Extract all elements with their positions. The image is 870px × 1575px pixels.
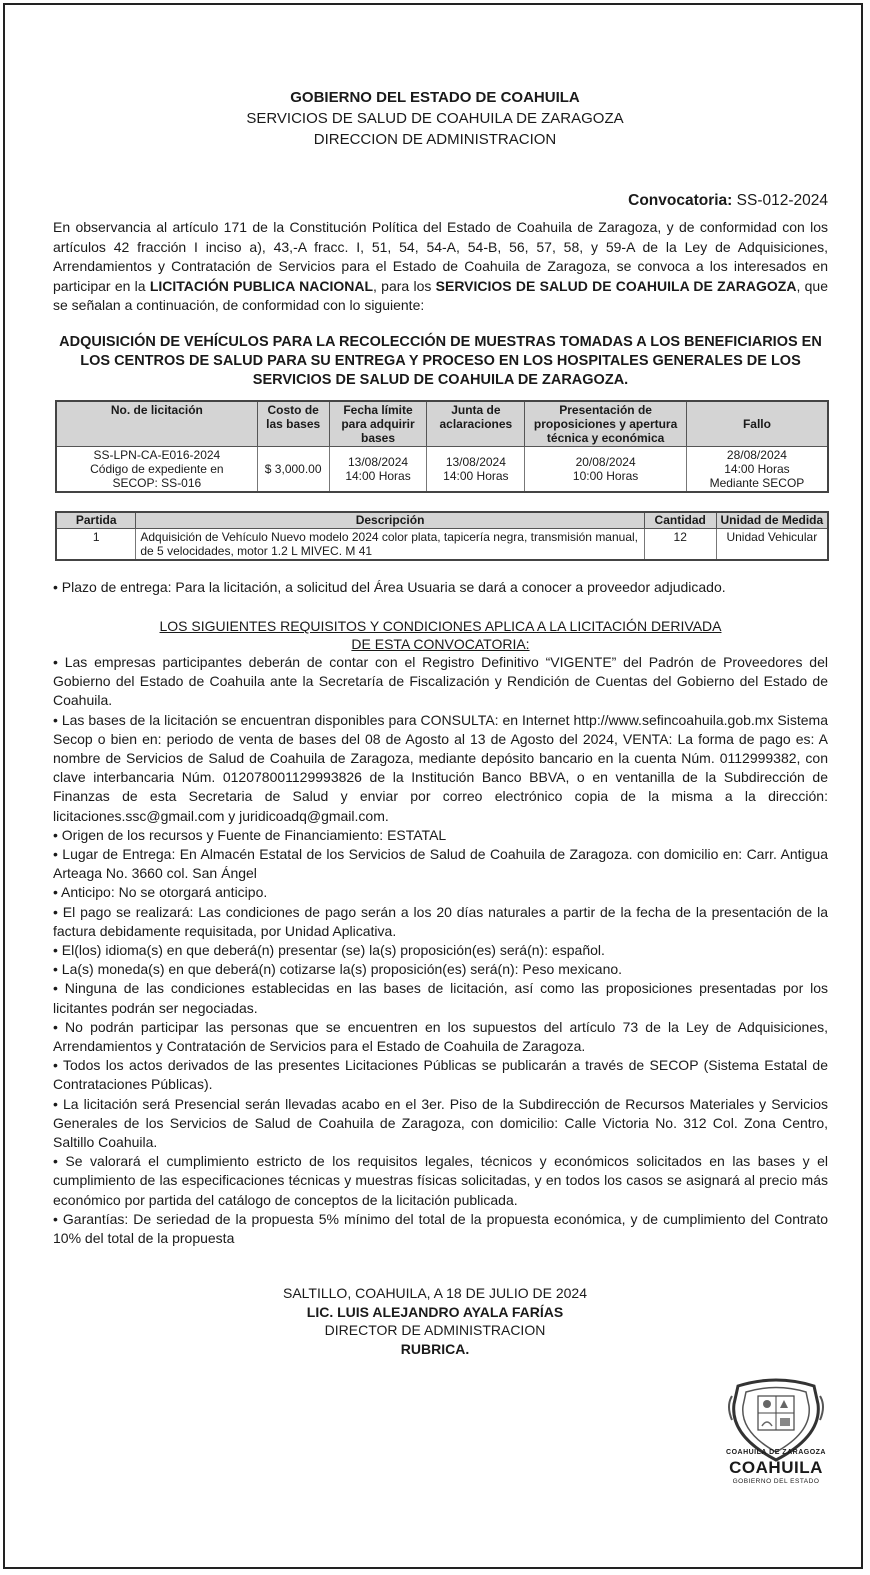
col-presentacion: Presentación de proposiciones y apertura técnica y económica xyxy=(525,401,687,447)
table-row xyxy=(56,529,828,561)
col-fallo: Fallo xyxy=(686,401,828,447)
requirements-list xyxy=(53,653,828,1248)
list-item: • La licitación será Presencial serán llevadas acabo en el 3er. Piso de la Subdirección de Recursos Materiales y Servicios Generales de los Servicios de Salud de Coahuila de Zaragoza, con domicilio: Calle Victoria No. 312 Col. Zona Centro, Saltillo Coahuila. xyxy=(53,1095,828,1151)
signatory-position: DIRECTOR DE ADMINISTRACION xyxy=(324,1322,546,1338)
fecha-time: 14:00 Horas xyxy=(345,469,411,483)
delivery-term: • Plazo de entrega: Para la licitación, a solicitud del Área Usuaria se dará a conocer a proveedor adjudicado. xyxy=(53,579,726,595)
seal-text: COAHUILA DE ZARAGOZA xyxy=(726,1449,826,1456)
junta-date: 13/08/2024 xyxy=(445,455,506,469)
convocatoria-label: Convocatoria: xyxy=(628,192,733,209)
cell-presentacion xyxy=(525,447,687,493)
cell-cantidad: 12 xyxy=(644,529,716,561)
list-item: • No podrán participar las personas que se encuentren en los supuestos del artículo 73 de la Ley de Adquisiciones, Arrendamientos y Contratación de Servicios para el Estado de Coahuila de Zaragoza. xyxy=(53,1018,828,1055)
fallo-date: 28/08/2024 xyxy=(726,448,787,462)
intro-text-2: , para los xyxy=(373,277,436,294)
list-item: • Todos los actos derivados de las presentes Licitaciones Públicas se publicarán a través de SECOP (Sistema Estatal de Contrataciones Públicas). xyxy=(53,1057,828,1093)
cell-fecha xyxy=(329,447,427,493)
convocatoria-value: SS-012-2024 xyxy=(736,192,828,209)
requirements-title-line1: LOS SIGUIENTES REQUISITOS Y CONDICIONES APLICA A LA LICITACIÓN DERIVADA xyxy=(159,618,722,634)
list-item: • Ninguna de las condiciones establecidas en las bases de licitación, así como las proposiciones presentadas por los licitantes podrán ser negociadas. xyxy=(53,980,828,1016)
cell-unidad: Unidad Vehicular xyxy=(716,529,828,561)
cell-costo: $ 3,000.00 xyxy=(257,447,329,493)
place-date: SALTILLO, COAHUILA, A 18 DE JULIO DE 2024 xyxy=(283,1285,587,1301)
intro-text-3: , que se señalan a continuación, de conformidad con lo siguiente: xyxy=(53,277,828,313)
col-junta: Junta de aclaraciones xyxy=(427,401,525,447)
col-partida: Partida xyxy=(56,512,136,529)
list-item: • Las empresas participantes deberán de contar con el Registro Definitivo “VIGENTE” del Padrón de Proveedores del Gobierno del Estado de Coahuila ante la Secretaría de Fiscalización y Rendición de Cuentas del Gobierno del Estado de Coahuila. xyxy=(53,654,828,709)
list-item: • Origen de los recursos y Fuente de Financiamiento: ESTATAL xyxy=(53,826,447,843)
requirements-title-line2: DE ESTA CONVOCATORIA: xyxy=(351,636,530,652)
tender-schedule-table xyxy=(55,400,829,493)
list-item: • Se valorará el cumplimiento estricto de los requisitos legales, técnicos y económicos solicitados en las bases y el cumplimiento de las especificaciones técnicas y muestras físicas solicitadas, y en todos los casos se asignará al precio más económico por partida del catálogo de conceptos de la licitación publicada. xyxy=(53,1153,828,1208)
col-fecha-limite: Fecha límite para adquirir bases xyxy=(329,401,427,447)
intro-paragraph xyxy=(53,218,828,316)
table-header-row xyxy=(56,401,828,447)
intro-bold-servicios: SERVICIOS DE SALUD DE COAHUILA DE ZARAGOZA xyxy=(435,277,797,294)
convocatoria-number xyxy=(628,192,828,210)
cell-partida: 1 xyxy=(56,529,136,561)
presentacion-time: 10:00 Horas xyxy=(572,469,639,483)
document-header xyxy=(0,87,870,150)
licitacion-number: SS-LPN-CA-E016-2024 xyxy=(93,448,221,462)
col-unidad: Unidad de Medida xyxy=(716,512,828,529)
fallo-method: Mediante SECOP xyxy=(709,476,805,490)
intro-bold-licitacion: LICITACIÓN PUBLICA NACIONAL xyxy=(149,277,374,294)
header-health-services: SERVICIOS DE SALUD DE COAHUILA DE ZARAGOZA xyxy=(246,110,624,127)
list-item: • La(s) moneda(s) en que deberá(n) cotizarse la(s) proposición(es) será(n): Peso mexicano. xyxy=(53,961,623,978)
coahuila-logo xyxy=(720,1376,832,1485)
col-licitacion: No. de licitación xyxy=(56,401,257,447)
requirements-title xyxy=(53,617,828,653)
cell-licitacion xyxy=(56,447,257,493)
intro-text-1: En observancia al artículo 171 de la Constitución Política del Estado de Coahuila de Zaragoza, y de conformidad con los artículos 42 fracción I inciso a), 43,-A fracc. I, 51, 54, 54-A, 54-B, 56, 57, 58, y 59-A de la Ley de Adquisiciones, Arrendamientos y Contratación de Servicios para el Estado de Coahuila de Zaragoza, se convoca a los interesados en participar en la xyxy=(53,219,828,294)
cell-junta xyxy=(427,447,525,493)
presentacion-date: 20/08/2024 xyxy=(575,455,636,469)
junta-time: 14:00 Horas xyxy=(443,469,509,483)
header-administration: DIRECCION DE ADMINISTRACION xyxy=(313,131,557,148)
cell-descripcion: Adquisición de Vehículo Nuevo modelo 2024 color plata, tapicería negra, transmisión manual, de 5 velocidades, motor 1.2 L MIVEC. M 41 xyxy=(136,529,644,561)
signature-block xyxy=(0,1284,870,1358)
table-row xyxy=(56,447,828,493)
fecha-date: 13/08/2024 xyxy=(347,455,409,469)
licitacion-code-label: Código de expediente en xyxy=(90,462,224,476)
list-item: • El(los) idioma(s) en que deberá(n) presentar (se) la(s) proposición(es) será(n): español. xyxy=(53,942,605,959)
logo-subtitle: GOBIERNO DEL ESTADO xyxy=(732,1478,820,1485)
signatory-name: LIC. LUIS ALEJANDRO AYALA FARÍAS xyxy=(306,1303,564,1320)
col-costo: Costo de las bases xyxy=(257,401,329,447)
logo-brand: COAHUILA xyxy=(729,1458,823,1477)
list-item: • El pago se realizará: Las condiciones de pago serán a los 20 días naturales a partir de la fecha de la presentación de la factura debidamente requisitada, por Unidad Aplicativa. xyxy=(53,903,828,939)
col-cantidad: Cantidad xyxy=(644,512,716,529)
rubrica: RUBRICA. xyxy=(400,1340,470,1357)
col-descripcion: Descripción xyxy=(136,512,644,529)
list-item: • Garantías: De seriedad de la propuesta 5% mínimo del total de la propuesta económica, y de cumplimiento del Contrato 10% del total de la propuesta xyxy=(53,1210,828,1247)
fallo-time: 14:00 Horas xyxy=(724,462,790,476)
table-header-row xyxy=(56,512,828,529)
header-government: GOBIERNO DEL ESTADO DE COAHUILA xyxy=(290,89,580,106)
list-item: • Las bases de la licitación se encuentran disponibles para CONSULTA: en Internet http://www.sefincoahuila.gob.mx Sistema Secop o bien en: periodo de venta de bases del 08 de Agosto al 13 de Agosto del 2024, VENTA: La forma de pago es: A nombre de Servicios de Salud de Coahuila de Zaragoza, mediante depósito bancario en la cuenta Núm. 0112999382, con clave interbancaria Núm. 012078001129993826 de la Institución Banco BBVA, o en ventanilla de la Subdirección de Finanzas de esta Secretaria de Salud y enviar por correo electrónico copia de la misma a la dirección: licitaciones.ssc@gmail.com y juridicoadq@gmail.com. xyxy=(53,711,828,824)
list-item: • Anticipo: No se otorgará anticipo. xyxy=(53,884,268,901)
items-table xyxy=(55,511,829,561)
list-item: • Lugar de Entrega: En Almacén Estatal de los Servicios de Salud de Coahuila de Zaragoza. con domicilio en: Carr. Antigua Arteaga No. 3660 col. San Ángel xyxy=(53,846,828,882)
tender-title: ADQUISICIÓN DE VEHÍCULOS PARA LA RECOLECCIÓN DE MUESTRAS TOMADAS A LOS BENEFICIARIOS EN LOS CENTROS DE SALUD PARA SU ENTREGA Y PROCESO EN LOS HOSPITALES GENERALES DE LOS SERVICIOS DE SALUD DE COAHUILA DE ZARAGOZA. xyxy=(59,334,822,388)
cell-fallo xyxy=(686,447,828,493)
licitacion-secop: SECOP: SS-016 xyxy=(112,476,202,490)
